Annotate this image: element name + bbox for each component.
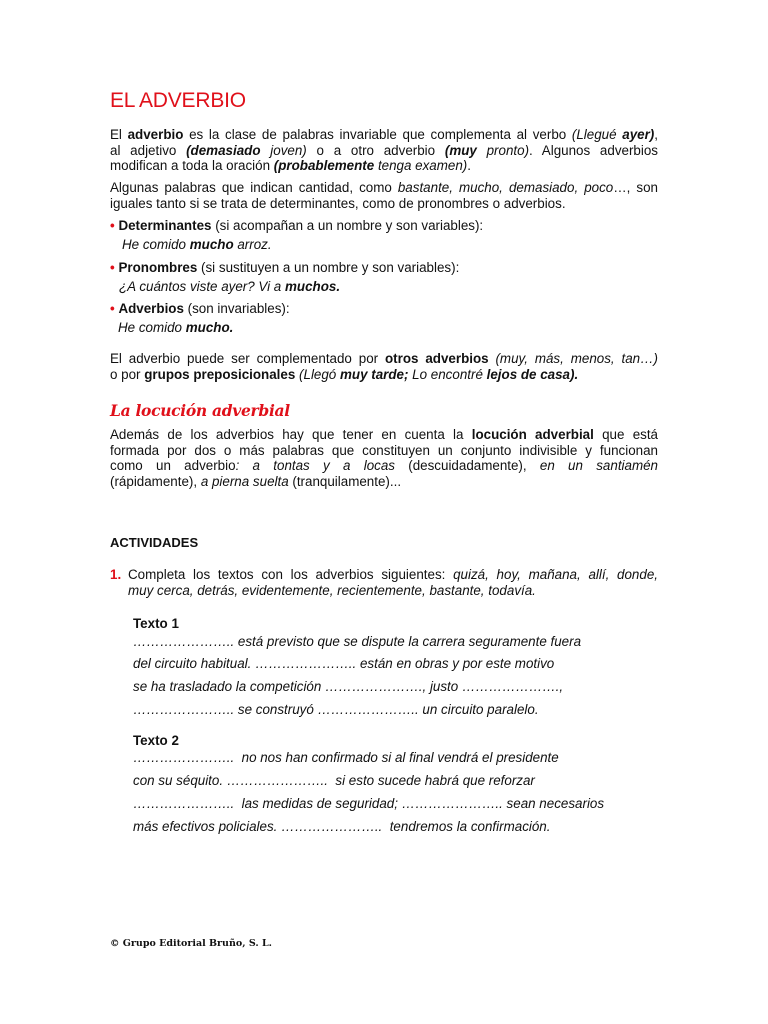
quantity-paragraph: Algunas palabras que indican cantidad, como bastante, mucho, demasiado, poco…, son iguales tanto si se trata de determinantes, como de pronombres o adverbios. (110, 180, 658, 211)
intro-paragraph: El adverbio es la clase de palabras invariable que complementa al verbo (Llegué ayer), al adjetivo (demasiado joven) o a otro adverbio (muy pronto). Algunos adverbios modifican a toda la oración (probablemente tenga examen). (110, 127, 658, 174)
texto1-heading: Texto 1 (133, 616, 179, 631)
locucion-paragraph: Además de los adverbios hay que tener en cuenta la locución adverbial que está formada por dos o más palabras que constituyen un conjunto indivisible y funcionan como un adverbio: a tontas y a locas (descuidadamente), en un santiamén (rápidamente), a pierna suelta (tranquilamente)... (110, 427, 659, 489)
activity-instructions: Completa los textos con los adverbios siguientes: quizá, hoy, mañana, allí, donde, muy cerca, detrás, evidentemente, recientemente, bastante, todavía. (128, 567, 658, 598)
bullet-pronombres: • Pronombres (si sustituyen a un nombre y son variables): (110, 260, 460, 275)
texto2-line: con su séquito. ………………….. si esto sucede habrá que reforzar (133, 773, 535, 788)
texto2-heading: Texto 2 (133, 733, 179, 748)
texto1-line: del circuito habitual. ………………….. están en obras y por este motivo (133, 656, 555, 671)
bullet-determinantes: • Determinantes (si acompañan a un nombre y son variables): (110, 218, 484, 233)
texto2-line: ………………….. no nos han confirmado si al final vendrá el presidente (133, 750, 559, 765)
copyright-footer: © Grupo Editorial Bruño, S. L. (110, 938, 272, 949)
texto1-line: se ha trasladado la competición …………………., justo …………………., (133, 679, 564, 694)
example-pronombres: ¿A cuántos viste ayer? Vi a muchos. (119, 279, 341, 294)
example-adverbios: He comido mucho. (118, 320, 234, 335)
texto1-line: ………………….. está previsto que se dispute la carrera seguramente fuera (133, 634, 582, 649)
example-determinantes: He comido mucho arroz. (122, 237, 272, 252)
activity-number: 1. (110, 567, 122, 582)
activities-heading: ACTIVIDADES (110, 535, 199, 550)
texto2-line: ………………….. las medidas de seguridad; ………………….. sean necesarios (133, 796, 605, 811)
complement-paragraph: El adverbio puede ser complementado por otros adverbios (muy, más, menos, tan…) o por grupos preposicionales (Llegó muy tarde; Lo encontré lejos de casa). (110, 351, 658, 382)
texto1-line: ………………….. se construyó ………………….. un circuito paralelo. (133, 702, 539, 717)
page-title: EL ADVERBIO (110, 89, 246, 112)
section-subtitle: La locución adverbial (110, 401, 290, 420)
texto2-line: más efectivos policiales. ………………….. tendremos la confirmación. (133, 819, 551, 834)
bullet-adverbios: • Adverbios (son invariables): (110, 301, 290, 316)
